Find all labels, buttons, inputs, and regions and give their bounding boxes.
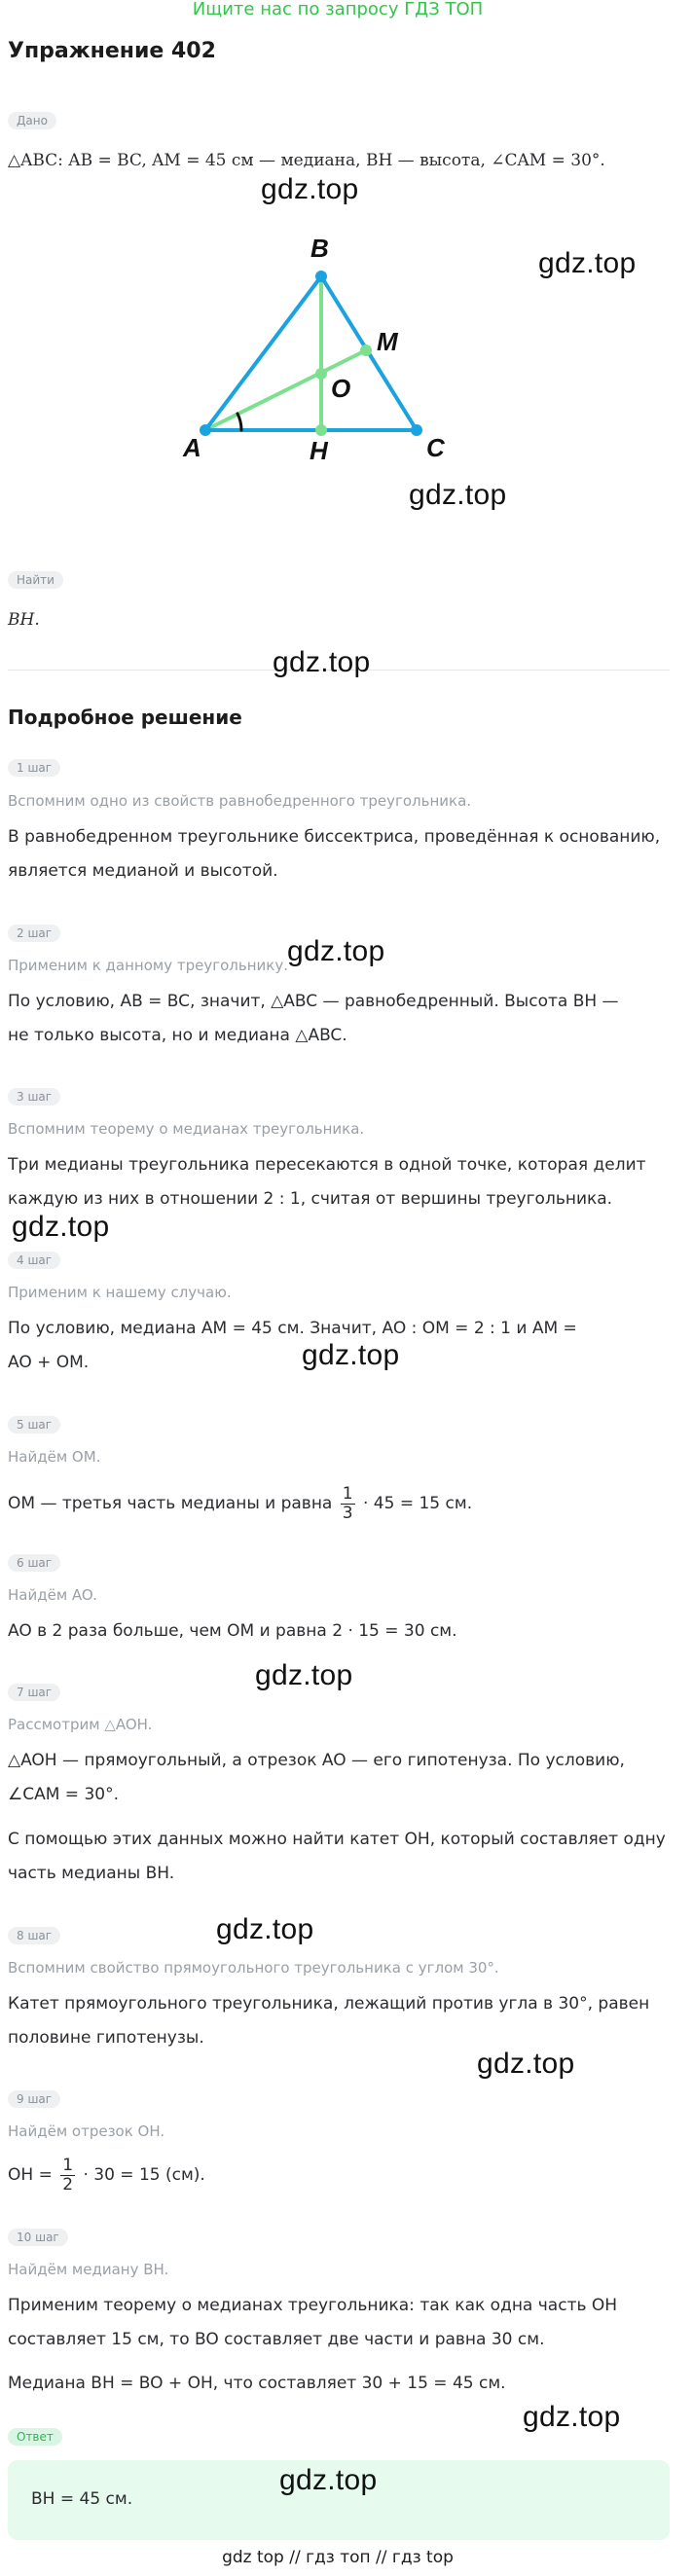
given-label: Дано xyxy=(8,112,56,129)
step-hint: Вспомним одно из свойств равнобедренного треугольника. xyxy=(8,792,472,810)
label-h: H xyxy=(310,436,328,465)
step-line: Применим теорему о медианах треугольника: так как одна часть OH xyxy=(8,2296,618,2315)
step-line: Катет прямоугольного треугольника, лежащий против угла в 30°, равен xyxy=(8,1994,650,2014)
step-hint: Найдём OM. xyxy=(8,1448,101,1466)
answer-text: BH = 45 см. xyxy=(31,2489,133,2509)
formula-post: · 45 = 15 см. xyxy=(363,1494,473,1513)
watermark: gdz.top xyxy=(261,173,359,205)
step-line: половине гипотенузы. xyxy=(8,2028,204,2048)
step-line: Медиана BH = BO + OH, что составляет 30 + 15 = 45 см. xyxy=(8,2374,506,2393)
step-label: 8 шаг xyxy=(8,1927,60,1944)
step-hint: Найдём AO. xyxy=(8,1586,97,1604)
fraction-numerator: 1 xyxy=(342,1483,353,1504)
point-o xyxy=(315,368,327,380)
step-label: 4 шаг xyxy=(8,1252,60,1269)
fraction xyxy=(341,1485,355,1523)
fraction xyxy=(60,2157,75,2195)
step-line: По условию, медиана AM = 45 см. Значит, AO : OM = 2 : 1 и AM = xyxy=(8,1319,577,1338)
step-label: 9 шаг xyxy=(8,2090,60,2108)
point-c xyxy=(411,424,422,436)
step-label: 10 шаг xyxy=(8,2229,68,2246)
search-banner: Ищите нас по запросу ГДЗ ТОП xyxy=(192,0,484,19)
fraction-denominator: 3 xyxy=(342,1503,353,1523)
step-label: 3 шаг xyxy=(8,1088,60,1106)
step-hint: Применим к данному треугольнику. xyxy=(8,957,288,974)
answer-label: Ответ xyxy=(8,2428,62,2446)
point-h xyxy=(315,424,327,436)
step-line: составляет 15 см, то BO составляет две части и равна 30 см. xyxy=(8,2330,545,2349)
step-line: каждую из них в отношении 2 : 1, считая от вершины треугольника. xyxy=(8,1189,613,1209)
label-c: C xyxy=(426,433,445,462)
formula-post: · 30 = 15 (см). xyxy=(83,2165,205,2185)
label-o: O xyxy=(331,374,351,403)
step-hint: Применим к нашему случаю. xyxy=(8,1284,232,1301)
step-hint: Вспомним свойство прямоугольного треугольника с углом 30°. xyxy=(8,1959,499,1977)
step-hint: Найдём отрезок OH. xyxy=(8,2122,165,2140)
label-m: M xyxy=(377,327,398,356)
step-line: △AOH — прямоугольный, а отрезок AO — его гипотенуза. По условию, xyxy=(8,1751,625,1770)
formula-pre: OH = xyxy=(8,2165,53,2185)
step-hint: Найдём медиану BH. xyxy=(8,2261,169,2278)
step-line: По условию, AB = BC, значит, △ABC — равнобедренный. Высота BH — xyxy=(8,992,619,1011)
step-line: В равнобедренном треугольнике биссектриса, проведённая к основанию, xyxy=(8,827,661,847)
watermark: gdz.top xyxy=(279,2464,378,2496)
watermark: gdz.top xyxy=(287,935,385,967)
side-ab xyxy=(205,276,321,430)
watermark: gdz.top xyxy=(409,479,507,511)
fraction-numerator: 1 xyxy=(62,2155,74,2175)
point-a xyxy=(200,424,211,436)
step-line: часть медианы BH. xyxy=(8,1864,175,1883)
step-line: Три медианы треугольника пересекаются в одной точке, которая делит xyxy=(8,1155,646,1175)
step-line: ∠CAM = 30°. xyxy=(8,1785,119,1804)
label-a: A xyxy=(183,433,201,462)
step-line: AO в 2 раза больше, чем OM и равна 2 · 15 = 30 см. xyxy=(8,1621,457,1641)
step-label: 6 шаг xyxy=(8,1554,60,1572)
step-formula xyxy=(8,2151,670,2199)
step-line: С помощью этих данных можно найти катет OH, который составляет одну xyxy=(8,1830,666,1849)
triangle-figure xyxy=(185,230,467,473)
step-label: 2 шаг xyxy=(8,925,60,942)
point-b xyxy=(315,271,327,282)
fraction-denominator: 2 xyxy=(62,2174,74,2195)
watermark: gdz.top xyxy=(477,2048,575,2080)
angle-arc xyxy=(237,414,241,430)
watermark: gdz.top xyxy=(273,646,371,678)
given-text: △ABC: AB = BC, AM = 45 см — медиана, BH — высота, ∠CAM = 30°. xyxy=(8,151,605,170)
step-line: является медианой и высотой. xyxy=(8,861,278,881)
find-label: Найти xyxy=(8,571,63,589)
watermark: gdz.top xyxy=(538,247,637,279)
watermark: gdz.top xyxy=(216,1913,314,1945)
label-b: B xyxy=(310,234,329,263)
watermark: gdz.top xyxy=(12,1211,110,1243)
step-label: 7 шаг xyxy=(8,1684,60,1701)
step-hint: Вспомним теорему о медианах треугольника. xyxy=(8,1120,365,1138)
step-label: 1 шаг xyxy=(8,759,60,777)
point-m xyxy=(360,345,372,356)
step-line: не только высота, но и медиана △ABC. xyxy=(8,1026,347,1045)
step-line: AO + OM. xyxy=(8,1353,90,1372)
solution-title: Подробное решение xyxy=(8,706,242,729)
watermark: gdz.top xyxy=(255,1659,353,1691)
step-formula xyxy=(8,1479,670,1528)
exercise-title: Упражнение 402 xyxy=(8,39,216,63)
footer-links[interactable]: gdz top // гдз топ // гдз top xyxy=(222,2548,454,2567)
formula-pre: OM — третья часть медианы и равна xyxy=(8,1494,333,1513)
find-text: BH. xyxy=(8,610,40,630)
watermark: gdz.top xyxy=(523,2401,621,2433)
watermark: gdz.top xyxy=(302,1339,400,1371)
step-label: 5 шаг xyxy=(8,1416,60,1433)
step-hint: Рассмотрим △AOH. xyxy=(8,1716,153,1733)
